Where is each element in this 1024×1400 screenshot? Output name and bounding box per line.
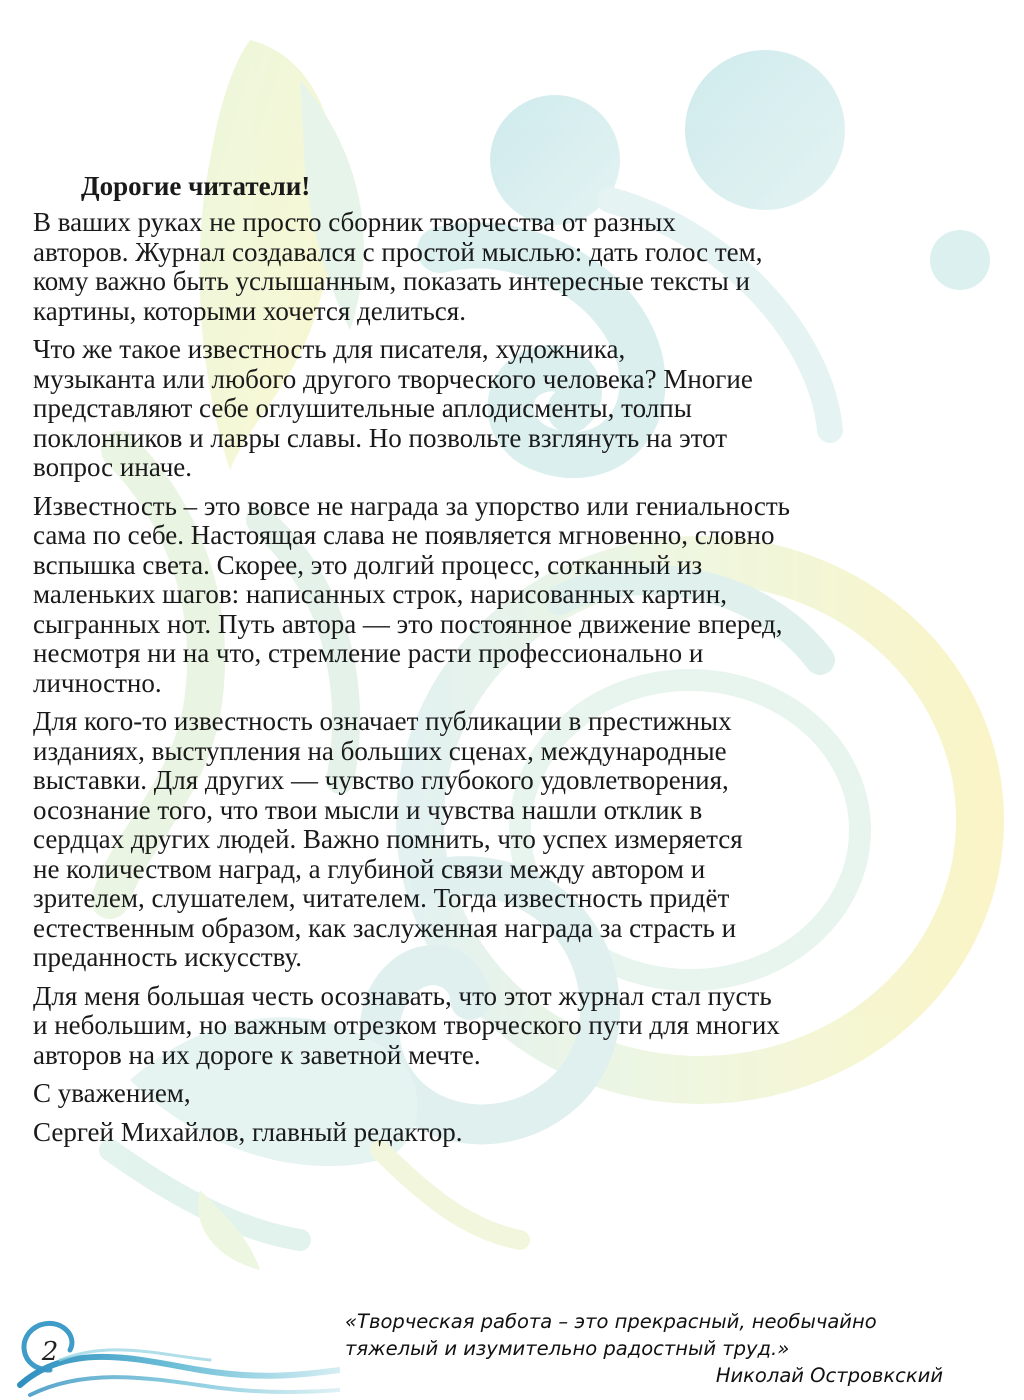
letter-greeting: Дорогие читатели! — [81, 171, 311, 201]
letter-paragraph-5: Для меня большая честь осознавать, что этот журнал стал пусть и небольшим, но важным отрезком творческого пути для многих авторов на их дороге к заветной мечте. — [33, 980, 780, 1070]
editorial-letter — [33, 170, 963, 1156]
letter-paragraph-3: Известность – это вовсе не награда за упорство или гениальность сама по себе. Настоящая слава не появляется мгновенно, словно вспышка света. Скорее, это долгий процесс, сотканный из маленьких шагов: написанных строк, нарисованных картин, сыгранных нот. Путь автора — это постоянное движение вперед, несмотря ни на что, стремление расти профессионально и личностно. — [33, 490, 790, 698]
letter-signature: Сергей Михайлов, главный редактор. — [33, 1116, 463, 1147]
page-number: 2 — [41, 1337, 59, 1367]
quote-text: «Творческая работа – это прекрасный, необычайно тяжелый и изумительно радостный труд.» — [345, 1310, 877, 1360]
letter-paragraph-2: Что же такое известность для писателя, художника, музыканта или любого другого творческого человека? Многие представляют себе оглушительные аплодисменты, толпы поклонников и лавры славы. Но позвольте взглянуть на этот вопрос иначе. — [33, 334, 753, 482]
footer-quote — [345, 1308, 945, 1389]
quote-author: Николай Островкский — [715, 1364, 943, 1387]
letter-paragraph-1: В ваших руках не просто сборник творчества от разных авторов. Журнал создавался с простой мыслью: дать голос тем, кому важно быть услышанным, показать интересные тексты и картины, которыми хочется делиться. — [33, 207, 763, 326]
letter-closing: С уважением, — [33, 1078, 191, 1108]
letter-paragraph-4: Для кого-то известность означает публикации в престижных изданиях, выступления на больших сценах, международные выставки. Для других — чувство глубокого удовлетворения, осознание того, что твои мысли и чувства нашли отклик в сердцах других людей. Важно помнить, что успех измеряется не количеством наград, а глубиной связи между автором и зрителем, слушателем, читателем. Тогда известность придёт естественным образом, как заслуженная награда за страсть и преданность искусству. — [33, 706, 743, 972]
